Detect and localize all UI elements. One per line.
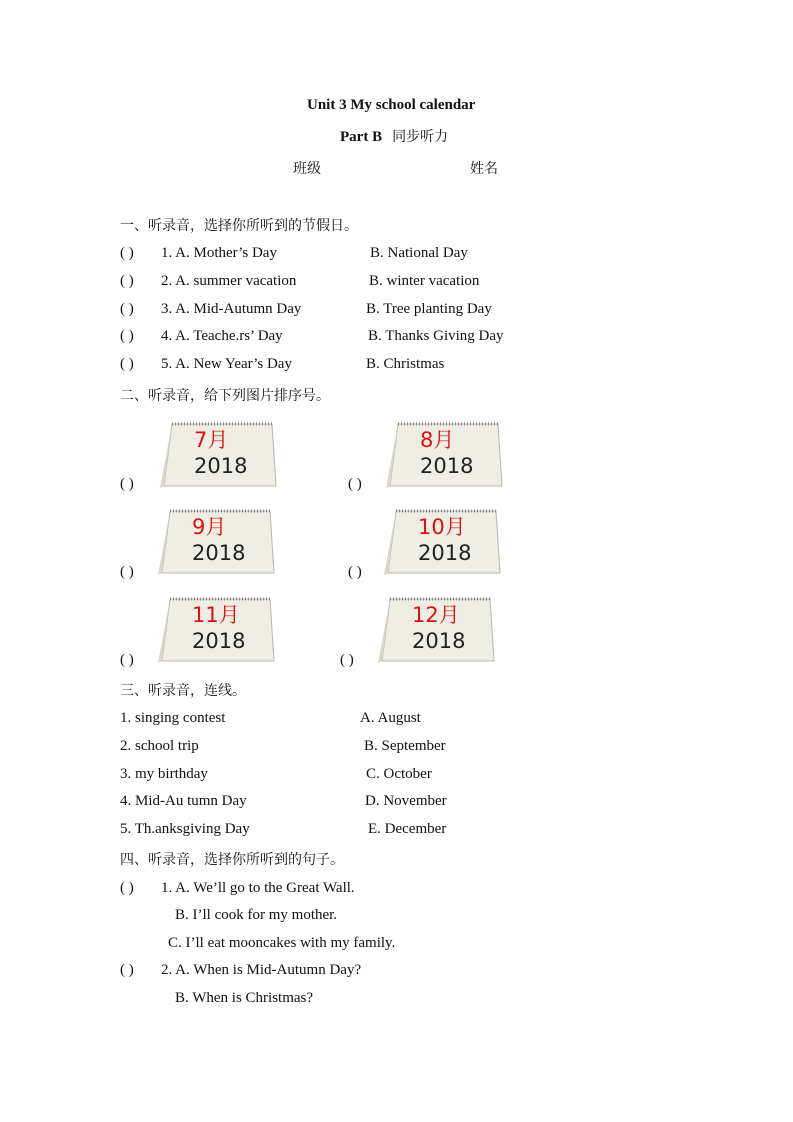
match-left-item[interactable]: 5. Th.anksgiving Day (120, 821, 250, 837)
match-left-item[interactable]: 3. my birthday (120, 766, 208, 782)
option-b: B. National Day (370, 245, 468, 261)
part-heading (340, 126, 448, 146)
section4-heading: 四、听录音，选择你所听到的句子。 (120, 852, 344, 868)
option-a: 2. A. summer vacation (161, 273, 297, 289)
match-right-item[interactable]: B. September (364, 738, 446, 754)
match-left-item[interactable]: 1. singing contest (120, 710, 226, 726)
calendar-year: 2018 (412, 629, 466, 653)
calendar-july (160, 418, 272, 490)
calendar-september (158, 505, 270, 577)
calendar-year: 2018 (194, 454, 248, 478)
answer-blank[interactable]: ( ) (120, 328, 134, 344)
name-label: 姓名 (470, 161, 498, 177)
class-label: 班级 (293, 161, 321, 177)
option-a: 5. A. New Year’s Day (161, 356, 292, 372)
calendar-month: 8月 (420, 428, 455, 452)
option-b: B. Christmas (366, 356, 445, 372)
calendar-month: 12月 (412, 603, 460, 627)
match-right-item[interactable]: E. December (368, 821, 447, 837)
calendar-month: 9月 (192, 515, 227, 539)
answer-blank[interactable]: ( ) (120, 962, 134, 978)
calendar-month: 10月 (418, 515, 466, 539)
answer-blank[interactable]: ( ) (340, 652, 354, 668)
section2-heading: 二、听录音，给下列图片排序号。 (120, 388, 330, 404)
calendar-month: 11月 (192, 603, 240, 627)
answer-blank[interactable]: ( ) (120, 564, 134, 580)
calendar-year: 2018 (420, 454, 474, 478)
calendar-december (378, 593, 490, 665)
calendar-november (158, 593, 270, 665)
calendar-year: 2018 (192, 541, 246, 565)
match-left-item[interactable]: 2. school trip (120, 738, 199, 754)
option-a: 4. A. Teache.rs’ Day (161, 328, 283, 344)
calendar-august (386, 418, 498, 490)
option-a: 2. A. When is Mid-Autumn Day? (161, 962, 362, 978)
option-b: B. winter vacation (369, 273, 480, 289)
option-a: 1. A. Mother’s Day (161, 245, 277, 261)
match-right-item[interactable]: A. August (360, 710, 421, 726)
answer-blank[interactable]: ( ) (120, 245, 134, 261)
section3-heading: 三、听录音，连线。 (120, 683, 246, 699)
option-a: 1. A. We’ll go to the Great Wall. (161, 880, 355, 896)
page-title: Unit 3 My school calendar (307, 97, 476, 113)
answer-blank[interactable]: ( ) (348, 476, 362, 492)
match-right-item[interactable]: D. November (365, 793, 447, 809)
answer-blank[interactable]: ( ) (120, 880, 134, 896)
option-b: B. When is Christmas? (175, 990, 314, 1006)
match-right-item[interactable]: C. October (366, 766, 432, 782)
option-b: B. Thanks Giving Day (368, 328, 504, 344)
calendar-month: 7月 (194, 428, 229, 452)
option-b: B. Tree planting Day (366, 301, 492, 317)
answer-blank[interactable]: ( ) (120, 476, 134, 492)
answer-blank[interactable]: ( ) (120, 652, 134, 668)
part-label: Part B (340, 129, 383, 145)
calendar-year: 2018 (192, 629, 246, 653)
answer-blank[interactable]: ( ) (120, 273, 134, 289)
match-left-item[interactable]: 4. Mid-Au tumn Day (120, 793, 247, 809)
section1-heading: 一、听录音，选择你所听到的节假日。 (120, 218, 358, 234)
answer-blank[interactable]: ( ) (120, 301, 134, 317)
answer-blank[interactable]: ( ) (120, 356, 134, 372)
option-c: C. I’ll eat mooncakes with my family. (168, 935, 396, 951)
option-b: B. I’ll cook for my mother. (175, 907, 338, 923)
answer-blank[interactable]: ( ) (348, 564, 362, 580)
option-a: 3. A. Mid-Autumn Day (161, 301, 302, 317)
calendar-year: 2018 (418, 541, 472, 565)
calendar-october (384, 505, 496, 577)
part-subtitle: 同步听力 (392, 129, 449, 145)
